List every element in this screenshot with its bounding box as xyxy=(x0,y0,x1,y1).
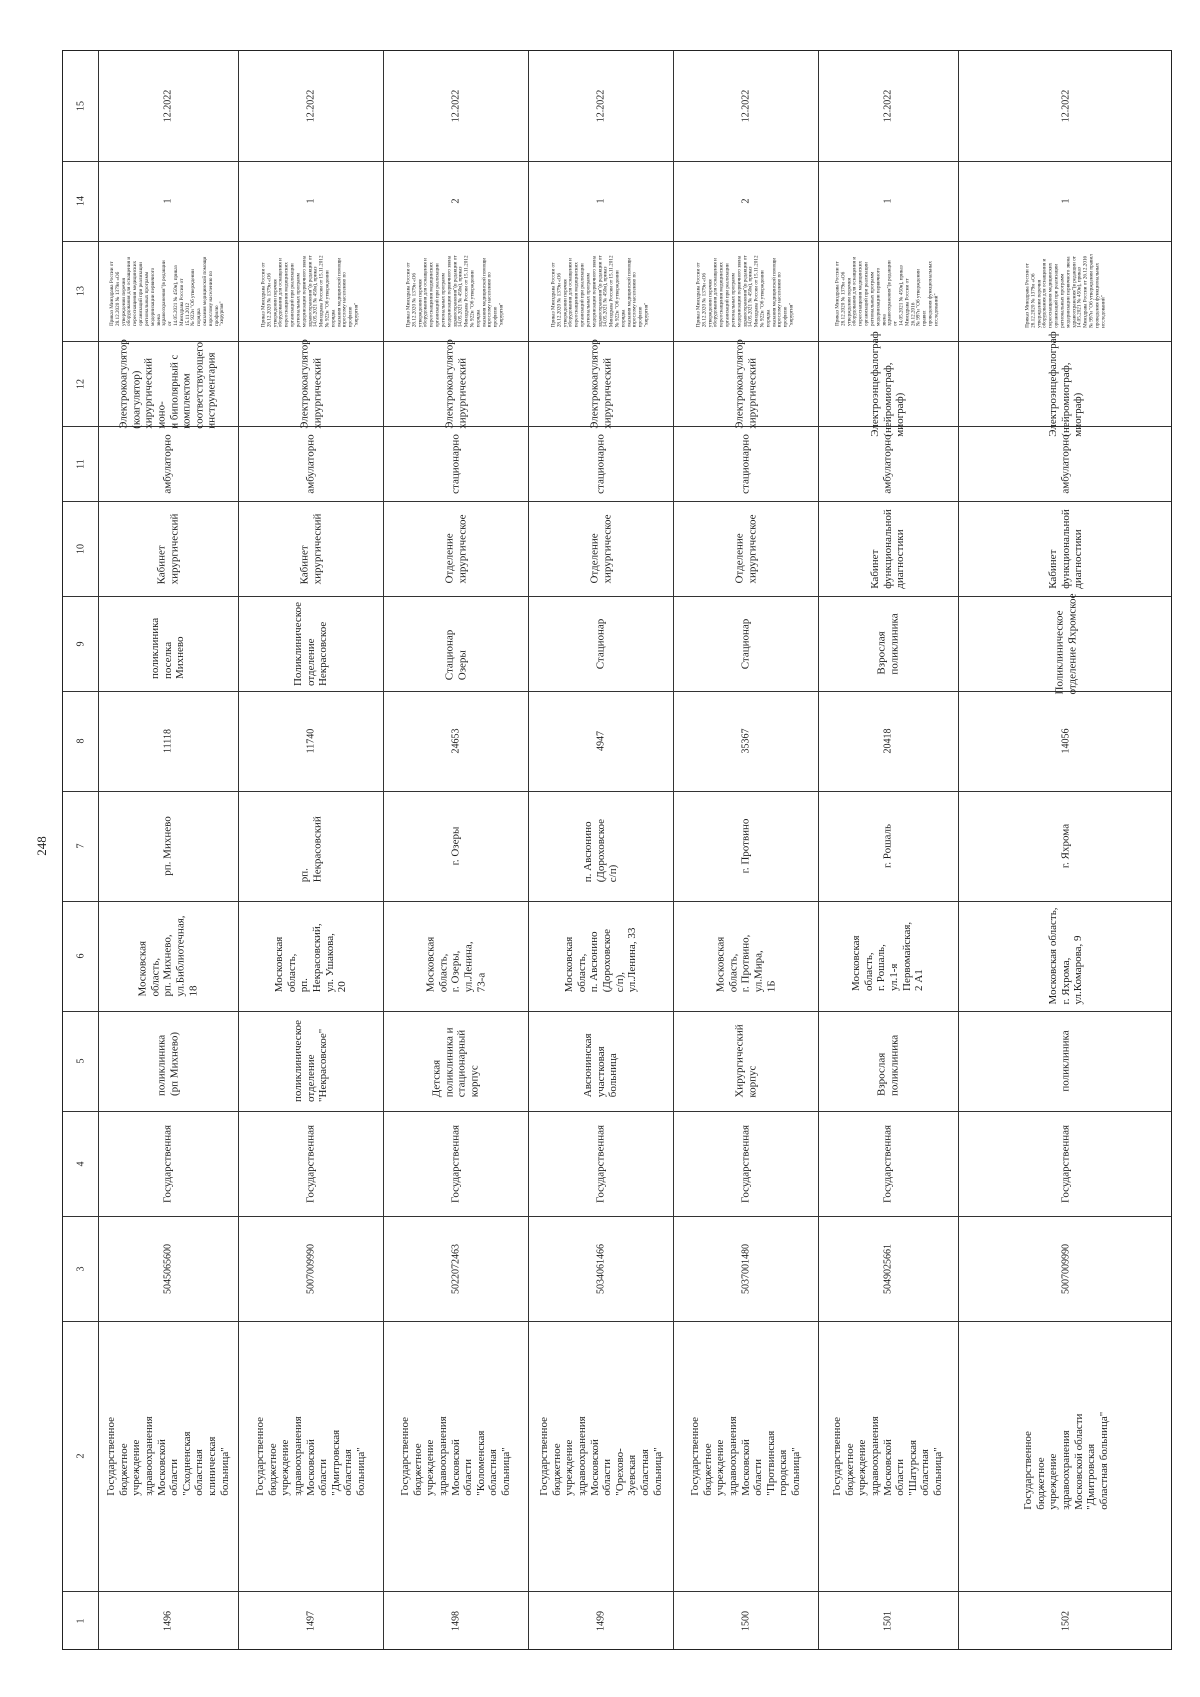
row-1499-basis-cell xyxy=(528,241,673,341)
row-1500-form-cell xyxy=(673,1111,818,1216)
row-1496-pop-cell xyxy=(98,691,238,791)
row-1500-address-cell xyxy=(673,901,818,1011)
row-1499-basis: Приказ Минздрава России от 28.12.2020 № 1379н «Об утверждении перечня оборудования для оснащения и переоснащения медицинских организаций при реализации региональных программ модернизации первичного звена здравоохранения"(в редакции от 14.05.2021 № 450н), приказ Минздрава России от 15.11.2012 № 922н "Об утверждении порядка оказания медицинской помощи взрослому населению по профилю "хирургия" xyxy=(550,255,650,328)
row-1500-dept: Отделение хирургическое xyxy=(732,513,758,584)
row-1496-equip: Электрокоагулятор (коагулятор) хирургический моно- и биполярный с комплектом соответствующего инструментария xyxy=(117,338,218,429)
row-1500-form: Государственная xyxy=(739,1124,752,1203)
row-1499-unit: Стационар xyxy=(594,618,607,669)
row-1502-subdiv: поликлиника xyxy=(1059,1030,1072,1092)
row-1501-unit: Взрослая поликлиника xyxy=(875,612,900,675)
row-1497-subdiv-cell xyxy=(238,1011,383,1111)
row-1496-dept: Кабинет хирургический xyxy=(155,513,180,584)
row-1501-basis: Приказ Минздрава России от 28.12.2020 № 1379н «Об утверждении перечня оборудования для оснащения и переоснащения медицинских организаций при реализации региональных программ модернизации первичного звена здравоохранения"(в редакции от 14.05.2021 № 450н), приказ Минздрава России от 26.12.2016 № 997н "Об утверждении правил проведения функциональных исследований" xyxy=(834,256,940,326)
row-1502-dept: Кабинет функциональной диагностики xyxy=(1046,508,1084,589)
row-1498-form-cell xyxy=(383,1111,528,1216)
row-1499-inn-cell xyxy=(528,1216,673,1321)
row-1497-settlement-cell xyxy=(238,791,383,901)
row-1501-address-cell xyxy=(818,901,958,1011)
row-1498-basis: Приказ Минздрава России от 28.12.2020 № 1379н «Об утверждении перечня оборудования для оснащения и переоснащения медицинских организаций при реализации региональных программ модернизации первичного звена здравоохранения"(в редакции от 14.05.2021 № 450н), приказ Минздрава России от 15.11.2012 № 922н "Об утверждении порядка оказания медицинской помощи взрослому населению по профилю "хирургия" xyxy=(405,255,505,328)
row-1500-date-cell xyxy=(673,51,818,161)
header-col-5: 5 xyxy=(74,1058,86,1064)
row-1501-settlement-cell xyxy=(818,791,958,901)
row-1501-cond: амбулаторно xyxy=(881,433,894,494)
row-1501-address: Московская область, г. Рошаль, ул.1-я Первомайская, 2 А1 xyxy=(850,921,926,991)
row-1497-address: Московская область, рп. Некрасовский, ул. Ушакова, 20 xyxy=(272,923,348,993)
row-1502-address: Московская область, г. Яхрома, ул.Комарова, 9 xyxy=(1046,907,1084,1005)
row-1501-org: Государственное бюджетное учреждение здравоохранения Московской области "Шатурская областная больница" xyxy=(831,1416,945,1496)
header-col-6: 6 xyxy=(74,953,86,959)
row-1498-qty: 2 xyxy=(449,198,461,204)
row-1501-dept: Кабинет функциональной диагностики xyxy=(869,508,907,589)
row-1501-pop-cell xyxy=(818,691,958,791)
row-1501-inn-cell xyxy=(818,1216,958,1321)
row-1496-unit-cell xyxy=(98,596,238,691)
row-1500-qty-cell xyxy=(673,161,818,241)
row-1497-qty-cell xyxy=(238,161,383,241)
row-1498-pop-cell xyxy=(383,691,528,791)
row-1502-subdiv-cell xyxy=(958,1011,1173,1111)
row-1499-pop: 4947 xyxy=(594,731,606,751)
row-1497-subdiv: поликлиническое отделение "Некрасовское" xyxy=(291,1020,329,1102)
row-1502-qty: 1 xyxy=(1059,198,1071,204)
row-1496-subdiv: поликлиника (рп Михнево) xyxy=(155,1031,180,1096)
row-1501-equip-cell xyxy=(818,330,958,437)
row-1499-equip: Электрокоагулятор хирургический xyxy=(587,338,613,429)
row-1501-pop: 20418 xyxy=(882,728,894,754)
row-1496-form: Государственная xyxy=(161,1124,174,1203)
row-1500-settlement-cell xyxy=(673,791,818,901)
row-1500-unit: Стационар xyxy=(739,618,752,669)
row-1496-cond-cell xyxy=(98,426,238,501)
row-1501-n-cell xyxy=(818,1591,958,1651)
row-1501-basis-cell xyxy=(818,241,958,341)
row-1500-n: 1500 xyxy=(739,1611,751,1631)
row-1497-form: Государственная xyxy=(304,1124,317,1203)
row-1501-qty: 1 xyxy=(882,198,894,204)
row-1497-unit: Поликлиническое отделение Некрасовское xyxy=(291,601,329,686)
row-1502-unit: Поликлиническое отделение Яхромское xyxy=(1052,592,1078,695)
row-1502-qty-cell xyxy=(958,161,1173,241)
row-1496-form-cell xyxy=(98,1111,238,1216)
row-1497-org: Государственное бюджетное учреждение здравоохранения Московской области "Дмитровская областная больница" xyxy=(253,1416,367,1496)
row-1502-address-cell xyxy=(958,901,1173,1011)
row-1496-subdiv-cell xyxy=(98,1011,238,1111)
row-1502-basis-cell xyxy=(958,241,1173,341)
row-1499-unit-cell xyxy=(528,596,673,691)
row-1498-date: 12.2022 xyxy=(449,89,461,123)
header-col-4: 4 xyxy=(74,1161,86,1166)
row-1500-equip: Электрокоагулятор хирургический xyxy=(732,338,758,429)
row-1501-cond-cell xyxy=(818,426,958,501)
row-1502-settlement: г. Яхрома xyxy=(1059,823,1072,869)
row-1498-basis-cell xyxy=(383,241,528,341)
header-col-4-cell xyxy=(63,1111,98,1216)
row-1497-cond-cell xyxy=(238,426,383,501)
row-1499-date-cell xyxy=(528,51,673,161)
table-sheet xyxy=(62,50,1172,1650)
header-col-3: 3 xyxy=(74,1266,86,1271)
header-col-14: 14 xyxy=(74,196,86,206)
row-1499-settlement-cell xyxy=(528,791,673,901)
row-1502-inn-cell xyxy=(958,1216,1173,1321)
row-1501-settlement: г. Рошаль xyxy=(881,823,894,869)
row-1502-dept-cell xyxy=(958,501,1173,596)
row-1497-pop: 11740 xyxy=(304,728,316,754)
row-1500-basis: Приказ Минздрава России от 28.12.2020 № 1379н «Об утверждении перечня оборудования для оснащения и переоснащения медицинских организаций при реализации региональных программ модернизации первичного звена здравоохранения"(в редакции от 14.05.2021 № 450н), приказ Минздрава России от 15.11.2012 № 922н "Об утверждении порядка оказания медицинской помощи взрослому населению по профилю "хирургия" xyxy=(695,255,795,328)
row-1496-qty: 1 xyxy=(162,198,174,204)
row-1499-qty: 1 xyxy=(594,198,606,204)
row-1498-org: Государственное бюджетное учреждение здравоохранения Московской области "Коломенская областная больница" xyxy=(398,1416,512,1496)
row-1500-n-cell xyxy=(673,1591,818,1651)
row-1496-qty-cell xyxy=(98,161,238,241)
row-1497-inn-cell xyxy=(238,1216,383,1321)
row-1498-cond-cell xyxy=(383,426,528,501)
row-1500-subdiv-cell xyxy=(673,1011,818,1111)
row-1496-equip-cell xyxy=(98,338,238,429)
row-1500-org: Государственное бюджетное учреждение здравоохранения Московской области "Протвинская городская больница" xyxy=(688,1416,802,1496)
row-1502-pop: 14056 xyxy=(1059,728,1071,754)
row-1499-dept-cell xyxy=(528,501,673,596)
row-1498-address: Московская область, г. Озеры, ул.Ленина, 73-а xyxy=(423,936,487,993)
row-1502-cond-cell xyxy=(958,426,1173,501)
row-1496-n: 1496 xyxy=(162,1611,174,1631)
row-1496-date: 12.2022 xyxy=(162,89,174,123)
row-1501-subdiv-cell xyxy=(818,1011,958,1111)
row-1499-subdiv: Авсюнинская участковая больница xyxy=(581,1033,619,1098)
row-1501-n: 1501 xyxy=(882,1611,894,1631)
row-1502-equip-cell xyxy=(958,330,1173,437)
row-1498-settlement: г. Озеры xyxy=(449,826,462,866)
row-1497-cond: амбулаторно xyxy=(304,433,317,494)
row-1496-date-cell xyxy=(98,51,238,161)
row-1497-qty: 1 xyxy=(304,198,316,204)
row-1498-equip: Электрокоагулятор хирургический xyxy=(442,338,468,429)
row-1500-subdiv: Хирургический корпус xyxy=(732,1024,758,1098)
row-1498-qty-cell xyxy=(383,161,528,241)
row-1501-inn: 5049025661 xyxy=(882,1243,894,1294)
row-1498-pop: 24653 xyxy=(449,728,461,754)
row-1497-basis-cell xyxy=(238,241,383,341)
header-col-13: 13 xyxy=(74,286,86,296)
row-1498-org-cell xyxy=(383,1321,528,1591)
row-1500-qty: 2 xyxy=(739,198,751,204)
row-1501-form: Государственная xyxy=(881,1124,894,1203)
header-col-15-cell xyxy=(63,51,98,161)
row-1500-pop-cell xyxy=(673,691,818,791)
row-1501-qty-cell xyxy=(818,161,958,241)
row-1496-basis: Приказ Минздрава России от 28.12.2020 № 1379н «Об утверждении перечня оборудования для оснащения и переоснащения медицинских организаций при реализации региональных программ модернизации первичного звена здравоохранения"(в редакции от 14.05.2021 № 450н), приказ Минздрава России от 15.11.2012 № 922н "Об утверждении порядка оказания медицинской помощи взрослому населению по профилю "хирургия" xyxy=(108,256,226,326)
row-1497-date: 12.2022 xyxy=(304,89,316,123)
row-1499-qty-cell xyxy=(528,161,673,241)
row-1499-date: 12.2022 xyxy=(594,89,606,123)
row-1502-basis: Приказ Минздрава России от 28.12.2020 № 1379н «Об утверждении перечня оборудования для оснащения и переоснащения медицинских организаций при реализации региональных программ модернизации первичного звена здравоохранения"(в редакции от 14.05.2021 № 450н), приказ Минздрава России от 26.12.2016 № 997н "Об утверждении правил проведения функциональных исследований" xyxy=(1023,254,1106,328)
row-1500-date: 12.2022 xyxy=(739,89,751,123)
header-col-1: 1 xyxy=(74,1618,86,1624)
header-col-11-cell xyxy=(63,426,98,501)
row-1499-org-cell xyxy=(528,1321,673,1591)
row-1499-inn: 5034061466 xyxy=(594,1243,606,1294)
row-1502-cond: амбулаторно xyxy=(1059,433,1072,494)
row-1502-n: 1502 xyxy=(1059,1611,1071,1631)
row-1501-date: 12.2022 xyxy=(882,89,894,123)
row-1501-subdiv: Взрослая поликлиника xyxy=(875,1034,900,1096)
row-1500-address: Московская область, г. Протвино, ул.Мира, 1Б xyxy=(713,934,777,993)
row-1502-form-cell xyxy=(958,1111,1173,1216)
row-1499-address-cell xyxy=(528,901,673,1011)
row-1502-pop-cell xyxy=(958,691,1173,791)
row-1499-org: Государственное бюджетное учреждение здравоохранения Московской области "Орехово- Зуевская областная больница" xyxy=(537,1416,664,1496)
row-1502-date: 12.2022 xyxy=(1059,89,1071,123)
row-1502-unit-cell xyxy=(958,592,1173,695)
row-1500-dept-cell xyxy=(673,501,818,596)
row-1501-form-cell xyxy=(818,1111,958,1216)
row-1502-org-cell xyxy=(958,1321,1173,1591)
row-1502-org: Государственное бюджетное учреждение здравоохранения Московской области "Дмитровская областная больница" xyxy=(1021,1411,1110,1510)
page-number: 248 xyxy=(33,836,49,856)
row-1499-form: Государственная xyxy=(594,1124,607,1203)
row-1500-settlement: г. Протвино xyxy=(739,818,752,874)
header-col-12: 12 xyxy=(74,378,86,389)
row-1496-org-cell xyxy=(98,1321,238,1591)
row-1498-equip-cell xyxy=(383,338,528,429)
row-1497-inn: 5007009990 xyxy=(304,1243,316,1294)
row-1499-cond-cell xyxy=(528,426,673,501)
row-1499-settlement: п. Авсюнино (Дороховское с/п) xyxy=(581,818,619,883)
header-col-5-cell xyxy=(63,1011,98,1111)
row-1498-settlement-cell xyxy=(383,791,528,901)
header-col-13-cell xyxy=(63,241,98,341)
row-1496-cond: амбулаторно xyxy=(161,433,174,494)
header-col-8: 8 xyxy=(74,738,86,744)
header-col-11: 11 xyxy=(74,458,86,469)
row-1497-equip-cell xyxy=(238,338,383,429)
header-col-10-cell xyxy=(63,501,98,596)
row-1502-n-cell xyxy=(958,1591,1173,1651)
row-1501-org-cell xyxy=(818,1321,958,1591)
header-col-2-cell xyxy=(63,1321,98,1591)
row-1499-cond: стационарно xyxy=(594,433,607,494)
row-1496-unit: поликлиника поселка Михнево xyxy=(149,617,187,679)
header-col-7-cell xyxy=(63,791,98,901)
row-1499-form-cell xyxy=(528,1111,673,1216)
row-1496-inn-cell xyxy=(98,1216,238,1321)
row-1497-address-cell xyxy=(238,901,383,1011)
header-col-12-cell xyxy=(63,341,98,426)
row-1499-n: 1499 xyxy=(594,1611,606,1631)
row-1498-n-cell xyxy=(383,1591,528,1651)
row-1502-form: Государственная xyxy=(1059,1124,1072,1203)
row-1497-unit-cell xyxy=(238,596,383,691)
row-1500-inn-cell xyxy=(673,1216,818,1321)
row-1501-unit-cell xyxy=(818,596,958,691)
row-1496-address: Московская область, рп. Михнево, ул.Библиотечная, 18 xyxy=(136,915,199,997)
header-col-3-cell xyxy=(63,1216,98,1321)
row-1497-equip: Электрокоагулятор хирургический xyxy=(297,338,323,429)
header-col-10: 10 xyxy=(74,543,86,554)
row-1501-date-cell xyxy=(818,51,958,161)
row-1497-n-cell xyxy=(238,1591,383,1651)
row-1498-dept-cell xyxy=(383,501,528,596)
row-1500-pop: 35367 xyxy=(739,728,751,754)
header-col-1-cell xyxy=(63,1591,98,1651)
row-1497-pop-cell xyxy=(238,691,383,791)
row-1500-org-cell xyxy=(673,1321,818,1591)
row-1499-address: Московская область, п. Авсюнино (Дороховское с/п), ул.Ленина, 33 xyxy=(562,927,638,993)
row-1499-dept: Отделение хирургическое xyxy=(587,513,613,584)
row-1496-inn: 5045065600 xyxy=(162,1243,174,1294)
row-1500-cond: стационарно xyxy=(739,433,752,494)
row-1498-unit: Стационар Озеры xyxy=(442,629,468,680)
row-1497-org-cell xyxy=(238,1321,383,1591)
header-col-6-cell xyxy=(63,901,98,1011)
header-col-15: 15 xyxy=(74,101,86,111)
row-1502-date-cell xyxy=(958,51,1173,161)
row-1496-n-cell xyxy=(98,1591,238,1651)
row-1498-address-cell xyxy=(383,901,528,1011)
header-col-7: 7 xyxy=(74,843,86,849)
row-1501-equip: Электроэнцефалограф (нейромиограф, миограф) xyxy=(869,330,907,437)
row-1496-settlement-cell xyxy=(98,791,238,901)
row-1498-inn: 5022072463 xyxy=(449,1243,461,1294)
row-1498-cond: стационарно xyxy=(449,433,462,494)
row-1498-n: 1498 xyxy=(449,1611,461,1631)
row-1500-cond-cell xyxy=(673,426,818,501)
header-col-9-cell xyxy=(63,596,98,691)
row-1497-basis: Приказ Минздрава России от 28.12.2020 № 1379н «Об утверждении перечня оборудования для оснащения и переоснащения медицинских организаций при реализации региональных программ модернизации первичного звена здравоохранения"(в редакции от 14.05.2021 № 450н), приказ Минздрава России от 15.11.2012 № 922н "Об утверждении порядка оказания медицинской помощи взрослому населению по профилю "хирургия" xyxy=(260,255,360,328)
row-1500-inn: 5037001480 xyxy=(739,1243,751,1294)
row-1499-equip-cell xyxy=(528,338,673,429)
row-1496-address-cell xyxy=(98,901,238,1011)
row-1498-subdiv: Детская поликлиника и стационарный корпус xyxy=(430,1027,481,1098)
row-1498-dept: Отделение хирургическое xyxy=(442,513,468,584)
row-1496-settlement: рп. Михнево xyxy=(161,816,174,876)
row-1496-org: Государственное бюджетное учреждение здравоохранения Московской области "Сходненская областная клиническая больница" xyxy=(104,1416,231,1496)
row-1499-pop-cell xyxy=(528,691,673,791)
row-1502-settlement-cell xyxy=(958,791,1173,901)
row-1498-form: Государственная xyxy=(449,1124,462,1203)
row-1500-unit-cell xyxy=(673,596,818,691)
row-1497-dept: Кабинет хирургический xyxy=(297,513,323,584)
row-1498-inn-cell xyxy=(383,1216,528,1321)
row-1496-basis-cell xyxy=(98,241,238,341)
row-1497-dept-cell xyxy=(238,501,383,596)
row-1501-dept-cell xyxy=(818,501,958,596)
row-1496-dept-cell xyxy=(98,501,238,596)
row-1500-equip-cell xyxy=(673,338,818,429)
header-col-9: 9 xyxy=(74,641,86,646)
header-col-8-cell xyxy=(63,691,98,791)
row-1496-pop: 11118 xyxy=(162,729,174,753)
row-1502-equip: Электроэнцефалограф (нейромиограф, миограф) xyxy=(1046,330,1084,437)
header-col-2: 2 xyxy=(74,1453,86,1459)
row-1497-form-cell xyxy=(238,1111,383,1216)
header-col-14-cell xyxy=(63,161,98,241)
row-1499-n-cell xyxy=(528,1591,673,1651)
row-1499-subdiv-cell xyxy=(528,1011,673,1111)
row-1500-basis-cell xyxy=(673,241,818,341)
row-1502-inn: 5007009990 xyxy=(1059,1243,1071,1294)
row-1497-n: 1497 xyxy=(304,1611,316,1631)
row-1497-date-cell xyxy=(238,51,383,161)
row-1498-date-cell xyxy=(383,51,528,161)
row-1498-subdiv-cell xyxy=(383,1011,528,1111)
row-1497-settlement: рп. Некрасовский xyxy=(297,816,323,883)
row-1498-unit-cell xyxy=(383,596,528,691)
